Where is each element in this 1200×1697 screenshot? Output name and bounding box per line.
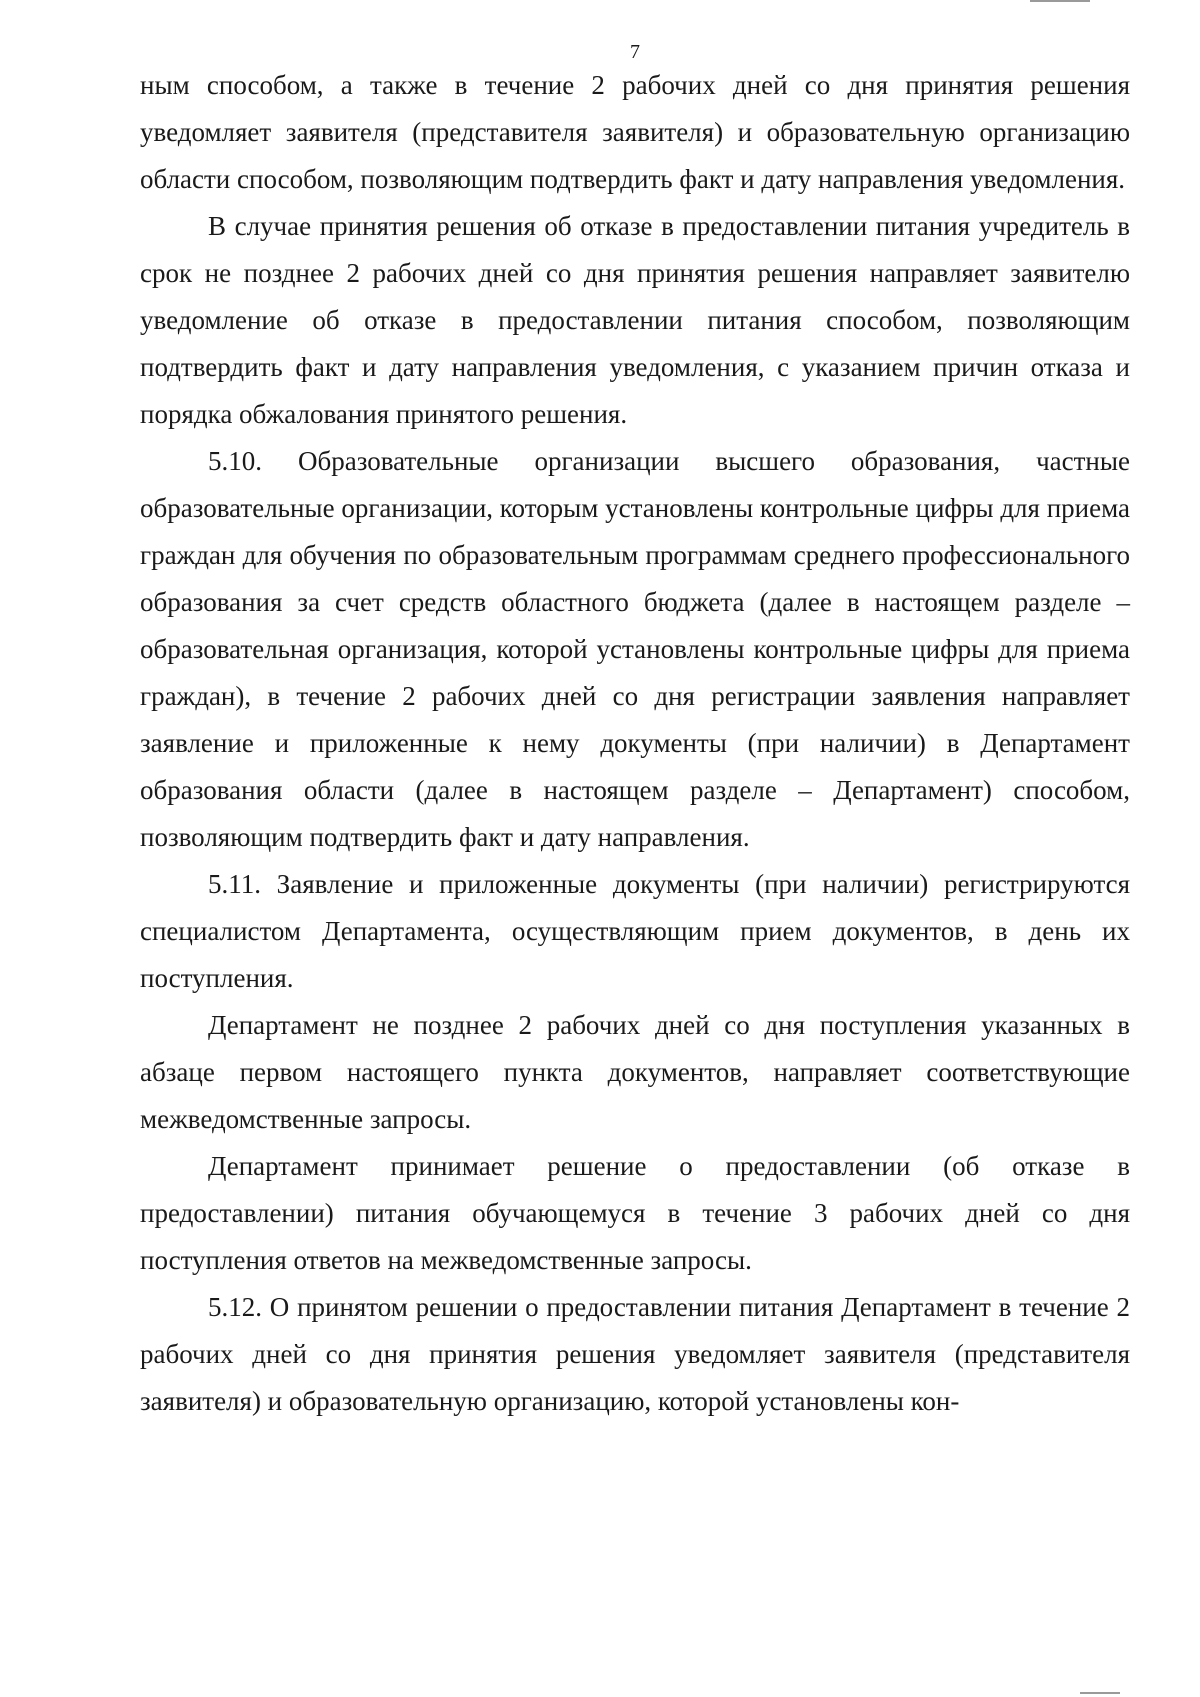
scan-artifact-bottom [1080, 1692, 1120, 1694]
paragraph-refusal-notice: В случае принятия решения об отказе в предоставлении питания учредитель в срок не позднее 2 рабочих дней со дня принятия решения направляет заявителю уведомление об отказе в предоставлении питания способом, позволяющим подтвердить факт и дату направления уведомления, с указанием причин отказа и порядка обжалования принятого решения. [140, 211, 1130, 429]
paragraph-continuation: ным способом, а также в течение 2 рабочих дней со дня принятия решения уведомляет заявителя (представителя заявителя) и образовательную организацию области способом, позволяющим подтвердить факт и дату направления уведомления. [140, 70, 1130, 194]
paragraph-5-11: 5.11. Заявление и приложенные документы (при наличии) регистрируются специалистом Департамента, осуществляющим прием документов, в день их поступления. [140, 869, 1130, 993]
paragraph-5-10: 5.10. Образовательные организации высшего образования, частные образовательные организации, которым установлены контрольные цифры для приема граждан для обучения по образовательным программам среднего профессионального образования за счет средств областного бюджета (далее в настоящем разделе – образовательная организация, которой установлены контрольные цифры для приема граждан), в течение 2 рабочих дней со дня регистрации заявления направляет заявление и приложенные к нему документы (при наличии) в Департамент образования области (далее в настоящем разделе – Департамент) способом, позволяющим подтвердить факт и дату направления. [140, 446, 1130, 852]
paragraph-5-12: 5.12. О принятом решении о предоставлении питания Департамент в течение 2 рабочих дней со дня принятия решения уведомляет заявителя (представителя заявителя) и образовательную организацию, которой установлены кон- [140, 1292, 1130, 1416]
scan-artifact-top [1030, 0, 1090, 2]
page-number: 7 [630, 41, 640, 63]
paragraph-department-requests: Департамент не позднее 2 рабочих дней со дня поступления указанных в абзаце первом настоящего пункта документов, направляет соответствующие межведомственные запросы. [140, 1010, 1130, 1134]
paragraph-department-decision: Департамент принимает решение о предоставлении (об отказе в предоставлении) питания обучающемуся в течение 3 рабочих дней со дня поступления ответов на межведомственные запросы. [140, 1151, 1130, 1275]
document-body [140, 62, 1130, 1425]
